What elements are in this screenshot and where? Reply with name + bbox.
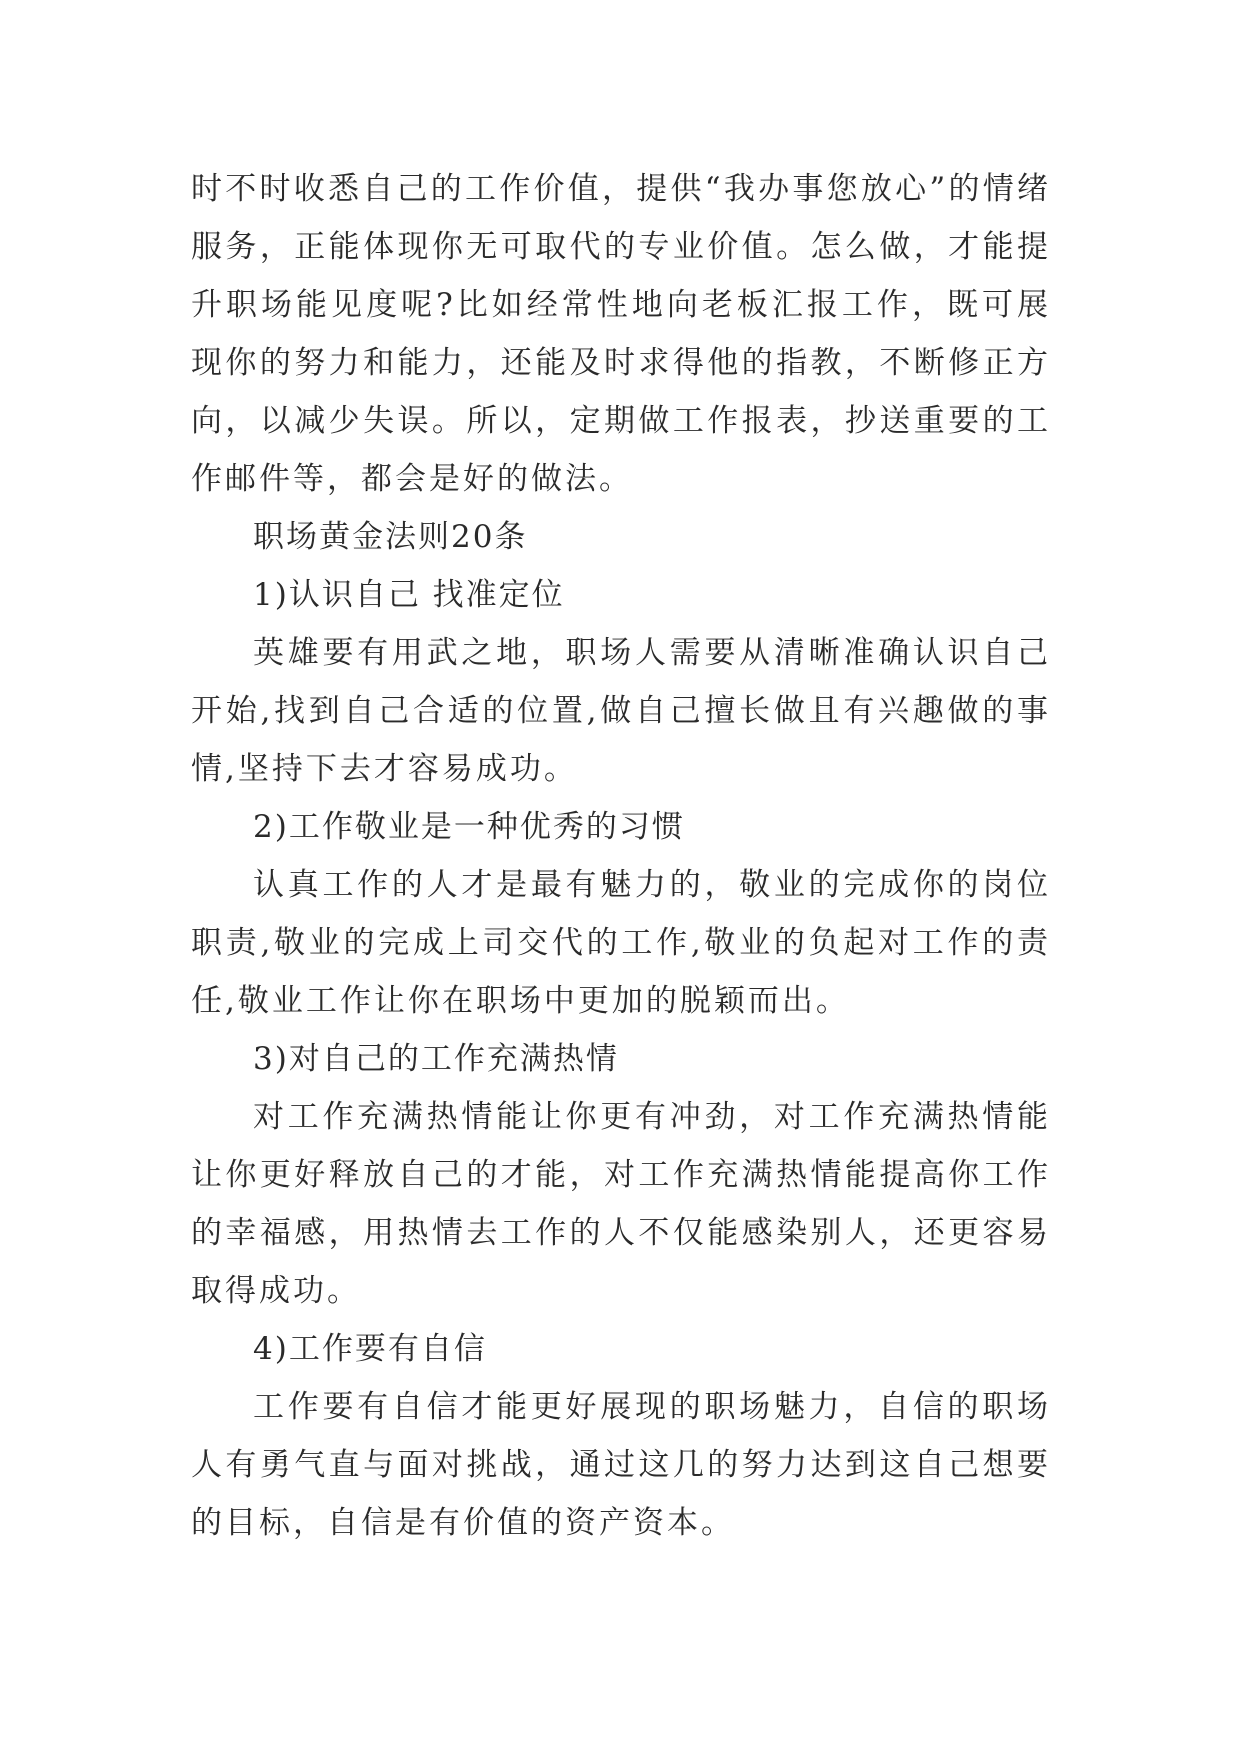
rule-body-1: 英雄要有用武之地，职场人需要从清晰准确认识自己开始,找到自己合适的位置,做自己擅长做且有兴趣做的事情,坚持下去才容易成功。 [191, 635, 1051, 787]
paragraph-visibility: 时不时收悉自己的工作价值，提供“我办事您放心”的情绪服务，正能体现你无可取代的专业价值。怎么做，才能提升职场能见度呢?比如经常性地向老板汇报工作，既可展现你的努力和能力，还能及时求得他的指教，不断修正方向，以减少失误。所以，定期做工作报表，抄送重要的工作邮件等，都会是好的做法。 [191, 171, 1051, 497]
rule-body-3: 对工作充满热情能让你更有冲劲，对工作充满热情能让你更好释放自己的才能，对工作充满热情能提高你工作的幸福感，用热情去工作的人不仅能感染别人，还更容易取得成功。 [191, 1099, 1051, 1309]
rule-heading-2: 2)工作敬业是一种优秀的习惯 [253, 809, 685, 845]
document-body [191, 160, 1051, 1552]
rule-body-4: 工作要有自信才能更好展现的职场魅力，自信的职场人有勇气直与面对挑战，通过这几的努力达到这自己想要的目标，自信是有价值的资产资本。 [191, 1389, 1051, 1541]
rule-heading-3: 3)对自己的工作充满热情 [253, 1041, 619, 1077]
rule-body-2: 认真工作的人才是最有魅力的，敬业的完成你的岗位职责,敬业的完成上司交代的工作,敬业的负起对工作的责任,敬业工作让你在职场中更加的脱颖而出。 [191, 867, 1051, 1019]
rule-heading-1: 1)认识自己 找准定位 [253, 577, 565, 613]
section-title: 职场黄金法则20条 [253, 519, 528, 555]
rule-heading-4: 4)工作要有自信 [253, 1331, 487, 1367]
